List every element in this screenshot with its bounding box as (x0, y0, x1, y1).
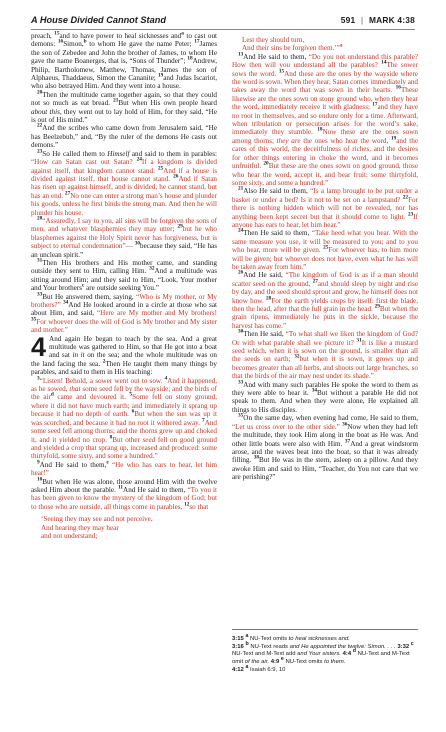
verse-number: e (106, 459, 109, 466)
text-run: And He said, (243, 271, 286, 280)
verse-number: 32 (294, 354, 300, 361)
text-run: Then the multitude came together again, so that they could not so much as eat bread. (31, 90, 217, 108)
verse-number: 13 (238, 51, 244, 58)
verse-number: 32 (149, 266, 155, 272)
verse-number: 28 (37, 215, 43, 222)
paragraph (232, 187, 418, 229)
words-of-jesus: so that (189, 502, 209, 511)
words-of-jesus: And these are the ones by the wayside where the word is sown. When they hear, Satan comes immediately and takes away the word that was sown in their hearts. (232, 69, 418, 95)
poetry-line: ‘Seeing they may see and not perceive, (41, 515, 153, 524)
verse-number: 21 (113, 97, 119, 104)
verse-number: 35 (31, 316, 37, 323)
footnote-reference: 4:12 (232, 666, 246, 673)
words-of-jesus: Now these are the ones sown among thorns; (232, 128, 418, 145)
text-run: But when He was alone, those around Him with the twelve asked Him about the parable. (31, 477, 217, 494)
words-of-jesus: For there is nothing hidden which will not be revealed, nor has anything been kept secret but that it should come to light. (232, 195, 418, 221)
words-of-jesus: but when it is sown, it grows up and becomes greater than all herbs, and shoots out large branches, so that the birds of the air may nest under its shade.” (232, 355, 418, 381)
footnote-reference: 3:32 (397, 643, 411, 650)
words-of-jesus: and the cares of this world, the deceitfulness of riches, and the desires for other things entering in choke the word, and it becomes unfruitful. (232, 136, 418, 171)
words-of-jesus: “Assuredly, I say to you, all sins will be forgiven the sons of men, and whatever blasphemies they may utter; (31, 216, 217, 234)
verse-number: c (81, 282, 85, 289)
footnote-text: NU-Text reads (248, 643, 290, 650)
paragraph (232, 330, 418, 380)
words-of-jesus: Some fell on stony ground, where it did not have much earth; and immediately it sprang up because it had no depth of earth. (31, 393, 217, 419)
footnote-text: NU-Text and M-Text add (232, 651, 298, 658)
words-of-jesus: and should sleep by night and rise by day, and the seed should sprout and grow, he himself does not know how. (232, 279, 418, 305)
text-run: And with many such parables He spoke the word to them as they were able to hear it. (232, 380, 418, 398)
verse-number: 17 (372, 101, 378, 108)
section-title: A House Divided Cannot Stand (31, 15, 166, 25)
verse-number: 5 (129, 392, 133, 399)
footnote-text: NU-Text omits (283, 659, 325, 666)
verse-number: 15 (54, 30, 60, 37)
verse-number: 27 (312, 278, 318, 285)
words-of-jesus: “Listen! Behold, a sower went out to sow. (39, 376, 165, 385)
footnote-text: Isaiah 6:9, 10 (248, 666, 286, 673)
verse-number: 15 (278, 68, 285, 75)
paragraph (31, 32, 217, 91)
verse-number: 16 (57, 39, 64, 46)
text-run: preach, (31, 32, 55, 40)
footnote-italic: to heal sicknesses and. (288, 636, 350, 642)
paragraph (31, 150, 217, 217)
footnote-italic: and He appointed the twelve: Simon. . . . (289, 643, 396, 650)
verse-number: 31 (37, 257, 43, 264)
verse-number: 9 (37, 459, 40, 466)
text-run: Simon, (63, 40, 84, 49)
text-run: So He called them to (42, 149, 108, 158)
text-run: Then His brothers and His mother came, and standing outside they sent to Him, calling Him. (31, 258, 217, 276)
footnote-reference: 4:4 (342, 651, 353, 658)
text-run: And a multitude was sitting around Him; and they said to Him, “Look, Your mother and Your brothers (31, 267, 217, 293)
verse-number: 24 (136, 156, 142, 163)
words-of-jesus: But these are the ones sown on good ground, those who hear the word, accept it, and bear fruit: some thirtyfold, some sixty, and some a hundred.” (232, 162, 419, 187)
text-run: Himself (107, 149, 130, 158)
verse-number: 38 (253, 454, 260, 461)
paragraph (232, 229, 418, 271)
verse-number: 18 (317, 127, 323, 134)
footnote-text: NU-Text omits (248, 636, 289, 642)
verse-number: 27 (64, 190, 71, 197)
words-of-jesus: they are (276, 136, 301, 145)
footnote-line (232, 633, 418, 644)
running-header (31, 15, 415, 30)
verse-number: 29 (374, 303, 380, 310)
verse-number: 11 (118, 484, 124, 491)
footnote-reference: 4:9 (270, 659, 281, 666)
words-of-jesus: came and devoured it. (53, 393, 130, 402)
verse-number: 20 (37, 89, 43, 96)
paragraph (232, 271, 418, 330)
verse-number: 3 (37, 375, 40, 382)
words-of-jesus: It is like a mustard seed which, when it is sown on the ground, is smaller than all the seeds on earth; (232, 338, 418, 364)
footnote-marker: a (245, 663, 249, 670)
verse-number: 7 (202, 417, 205, 424)
paragraph (31, 259, 217, 293)
verse-number: 2 (102, 358, 106, 365)
footnote-marker: e (280, 656, 284, 663)
verse-number: 19 (390, 135, 397, 142)
verse-number: 17 (194, 39, 200, 46)
verse-number: 6 (131, 408, 135, 415)
poetry-line: Lest they should turn, (242, 36, 305, 44)
footnote-italic: and Your sisters. (297, 651, 341, 658)
text-run: Then He said, (243, 330, 286, 339)
words-of-jesus: “Is a lamp brought to be put under a basket or under a bed? Is it not to be set on a lampstand? (232, 187, 418, 204)
paragraph (31, 478, 217, 512)
paragraph (31, 293, 217, 335)
text-run: on the sea; and the whole multitude was on the land facing the sea. (31, 351, 218, 368)
text-run: And the scribes who came down from Jerusalem said, “He has Beelzebub,” and, “By the ruler of the demons He casts out demons.” (31, 124, 217, 150)
footnote-reference: 3:16 (232, 643, 246, 650)
words-of-jesus: “He who has ears to hear, let him hear!” (31, 460, 217, 478)
paragraph (31, 377, 217, 461)
verse-number: 25 (157, 165, 164, 172)
verse-number: 23 (37, 148, 43, 155)
words-of-jesus: And some seed fell among thorns; and the thorns grew up and choked it, and it yielded no crop. (31, 418, 217, 444)
page-reference: 591 | MARK 4:38 (340, 15, 415, 25)
paragraph (31, 461, 217, 478)
words-of-jesus: that (69, 385, 81, 394)
text-run: And He said to them, (123, 485, 188, 494)
verse-number: 24 (238, 227, 244, 234)
text-run: Now when they had left the multitude, they took Him along in the boat as He was. And other little boats were also with Him. (232, 422, 418, 448)
footnote-line (232, 663, 418, 675)
paragraph (31, 91, 217, 125)
text-run: Then He taught them many things by parables, and said to them in His teaching: (31, 359, 217, 377)
text-run: And He looked around in a circle at those who sat about Him, and said, (31, 301, 217, 318)
words-of-jesus: For whoever has, to him more will be given; but whoever does not have, even what he has will be taken away from him.” (232, 246, 418, 271)
words-of-jesus: “Here are My mother and My brothers! (97, 309, 217, 318)
footnote-text: NU-Text and M-Text omit (232, 651, 410, 666)
verse-number: 34 (311, 387, 318, 394)
text-run: and to have power to heal sicknesses and (59, 32, 182, 40)
words-of-jesus: If a kingdom is divided against itself, that kingdom cannot stand. (31, 158, 217, 175)
verse-number: 25 (323, 244, 329, 251)
text-run: And He said to them, (243, 52, 309, 61)
words-of-jesus: No one can enter a strong man’s house and plunder his goods, unless he first binds the strong man. And then he will plunder his house. (31, 191, 217, 217)
footnote-italic: to them. (324, 659, 346, 666)
poetry-block (31, 515, 217, 540)
text-run: And a great windstorm arose, and the waves beat into the boat, so that it was already filling. (232, 439, 418, 465)
verse-number: 30 (238, 328, 244, 335)
words-of-jesus: some seed fell by the wayside; and the birds of the air (31, 385, 218, 402)
verse-number: 36 (342, 421, 348, 428)
words-of-jesus: “How can Satan cast out Satan? (31, 158, 137, 167)
poetry-block (232, 36, 418, 53)
verse-number: 26 (173, 173, 179, 180)
words-of-jesus: “To what shall we liken the kingdom of God? Or with what parable shall we picture it? (232, 330, 418, 347)
footnote-reference: 3:15 (232, 636, 246, 642)
paragraph (232, 414, 418, 481)
text-run: James the son of Zebedee and John the brother of James, to whom He gave the name Boanerges, that is, “Sons of Thunder”; (31, 40, 217, 66)
verse-number: 8 (109, 434, 113, 441)
verse-number: 23 (407, 211, 414, 218)
paragraph (31, 331, 218, 377)
words-of-jesus: “Let us cross over to the other side.” (232, 422, 343, 431)
text-run: about this (31, 107, 60, 116)
footnote-line (232, 640, 418, 667)
words-of-jesus: But when the sun was up it was scorched, and because it had no root it withered away. (31, 410, 217, 427)
poetry-line: And hearing they may hear (41, 523, 119, 532)
footnote-marker: a (339, 43, 343, 50)
words-of-jesus: fell on good ground and yielded a crop that sprang up, increased and produced: some thirtyfold, some sixty, and some a hundred.” (31, 435, 218, 461)
words-of-jesus: “To you it has been given to know the mystery of the kingdom of God; but to those who are outside, all things come in parables, (31, 485, 218, 511)
words-of-jesus: and they have no root in themselves, and so endure only for a time. Afterward, when tribulation or persecution arises for the word’s sake, immediately they stumble. (232, 103, 418, 137)
words-of-jesus: “The kingdom of God is as if a man should scatter seed on the ground, (232, 271, 418, 288)
text-run: Andrew, Philip, Bartholomew, Matthew, Thomas, James the son of Alphaeus, Thaddaeus, Simon the Cananite; (31, 57, 217, 83)
verse-number: 10 (37, 476, 43, 483)
paragraph (232, 53, 418, 188)
text-run: , they went out to lay hold of Him, for they said, “He is out of His mind.” (31, 107, 217, 125)
text-run: But when His own people heard (118, 99, 217, 108)
text-run: And again He began to teach by the sea. And a great multitude was gathered to Him, so that He got into a boat and sat (49, 334, 217, 360)
paragraph (232, 381, 418, 415)
words-of-jesus: but he who blasphemes against the Holy Spirit never has forgiveness, but is subject to eternal condemnation”— (31, 225, 217, 251)
text-run: Then He said to them, (243, 229, 312, 238)
verse-number: 12 (184, 501, 190, 508)
verse-number: 34 (63, 299, 69, 306)
footnote-marker: c (410, 640, 414, 647)
chapter-number: 4 (31, 331, 47, 362)
verse-number: 33 (37, 291, 43, 298)
words-of-jesus: For the earth yields crops by itself: first the blade, then the head, after that the full grain in the head. (232, 296, 418, 313)
verse-number: 14 (381, 59, 387, 66)
verse-number: 26 (238, 270, 244, 276)
words-of-jesus: And if a house is divided against itself, that house cannot stand. (31, 166, 217, 183)
verse-number: 35 (238, 412, 244, 419)
footnote-italic: of the air. (244, 659, 270, 666)
text-run: to cast out demons: (31, 32, 217, 49)
verse-number: 29 (177, 223, 183, 230)
verse-number: 30 (134, 240, 141, 247)
text-run: And He said to them, (39, 460, 107, 469)
verse-number: 21 (238, 185, 244, 192)
text-run: and said to them in parables: (129, 149, 218, 158)
text-run: in it (72, 351, 85, 360)
footnote-marker: d (352, 648, 356, 655)
verse-number: d (50, 392, 54, 399)
verse-number: 33 (238, 379, 244, 386)
words-of-jesus: seed (142, 435, 156, 444)
words-of-jesus: These likewise are the ones sown on stony ground who, when they hear the word, immediately receive it with gladness; (232, 86, 419, 112)
verse-number: 20 (263, 160, 269, 167)
verse-number: 4 (164, 375, 168, 382)
verse-number: 19 (157, 72, 164, 79)
right-text-column (232, 32, 418, 482)
paragraph (31, 217, 217, 259)
words-of-jesus: If anyone has ears to hear, let him hear.” (232, 212, 418, 229)
words-of-jesus: “Do you not understand this parable? How then will you understand all the parables? (232, 52, 418, 70)
text-run: But without a parable He did not speak to them. And when they were alone, He explained all things to His disciples. (232, 389, 418, 414)
page-number: 591 (340, 15, 356, 25)
left-text-column (31, 32, 217, 540)
verse-number: 18 (187, 55, 193, 62)
verse-number: 28 (266, 295, 272, 302)
words-of-jesus: And if Satan has risen up against himself, and is divided, he cannot stand, but has an end. (31, 174, 218, 200)
words-of-jesus: “Take heed what you hear. With the same measure you use, it will be measured to you; and to you who hear, more will be given. (232, 229, 418, 255)
footnote-marker: b (245, 640, 249, 647)
chapter-verse-reference: MARK 4:38 (368, 15, 415, 25)
text-run: On the same day, when evening had come, He said to them, (243, 414, 418, 423)
words-of-jesus: But other (112, 435, 143, 444)
paragraph (31, 124, 217, 149)
text-run: to whom He gave the name Peter; (86, 40, 195, 49)
footnote-marker: a (245, 633, 249, 640)
verse-number: b (83, 39, 87, 46)
footnotes (232, 629, 418, 675)
text-run: are outside seeking You.” (84, 284, 159, 293)
words-of-jesus: The sower sows the word. (232, 61, 418, 78)
text-run: But He was in the stern, asleep on a pillow. And they awoke Him and said to Him, “Teacher, do You not care that we are perishing?” (232, 456, 418, 482)
words-of-jesus: the ones who hear the word, (300, 136, 391, 145)
verse-number: 22 (402, 194, 409, 201)
poetry-line: and not understand; (41, 531, 98, 540)
text-run: because they said, “He has an unclean spirit.” (31, 242, 217, 259)
verse-number: 31 (356, 337, 362, 344)
words-of-jesus: But when the grain ripens, immediately he puts in the sickle, because the harvest has come.” (232, 305, 419, 330)
verse-number: 37 (344, 438, 351, 445)
text-run: Also He said to them, (243, 187, 311, 196)
verse-number: 22 (37, 123, 43, 130)
words-of-jesus: For whoever does the will of God is My brother and My sister and mother.” (31, 317, 217, 335)
words-of-jesus: And it happened, as he sowed, (31, 376, 217, 394)
poetry-line: And their sins be forgiven them.’”$^a$ (242, 43, 343, 53)
words-of-jesus: “Who is My mother, or My brothers?” (31, 292, 217, 309)
text-run: and Judas Iscariot, who also betrayed Him. And they went into a house. (31, 74, 217, 91)
text-run: But He answered them, saying, (42, 292, 137, 301)
verse-number: 16 (395, 85, 401, 92)
verse-number: a (181, 30, 184, 37)
